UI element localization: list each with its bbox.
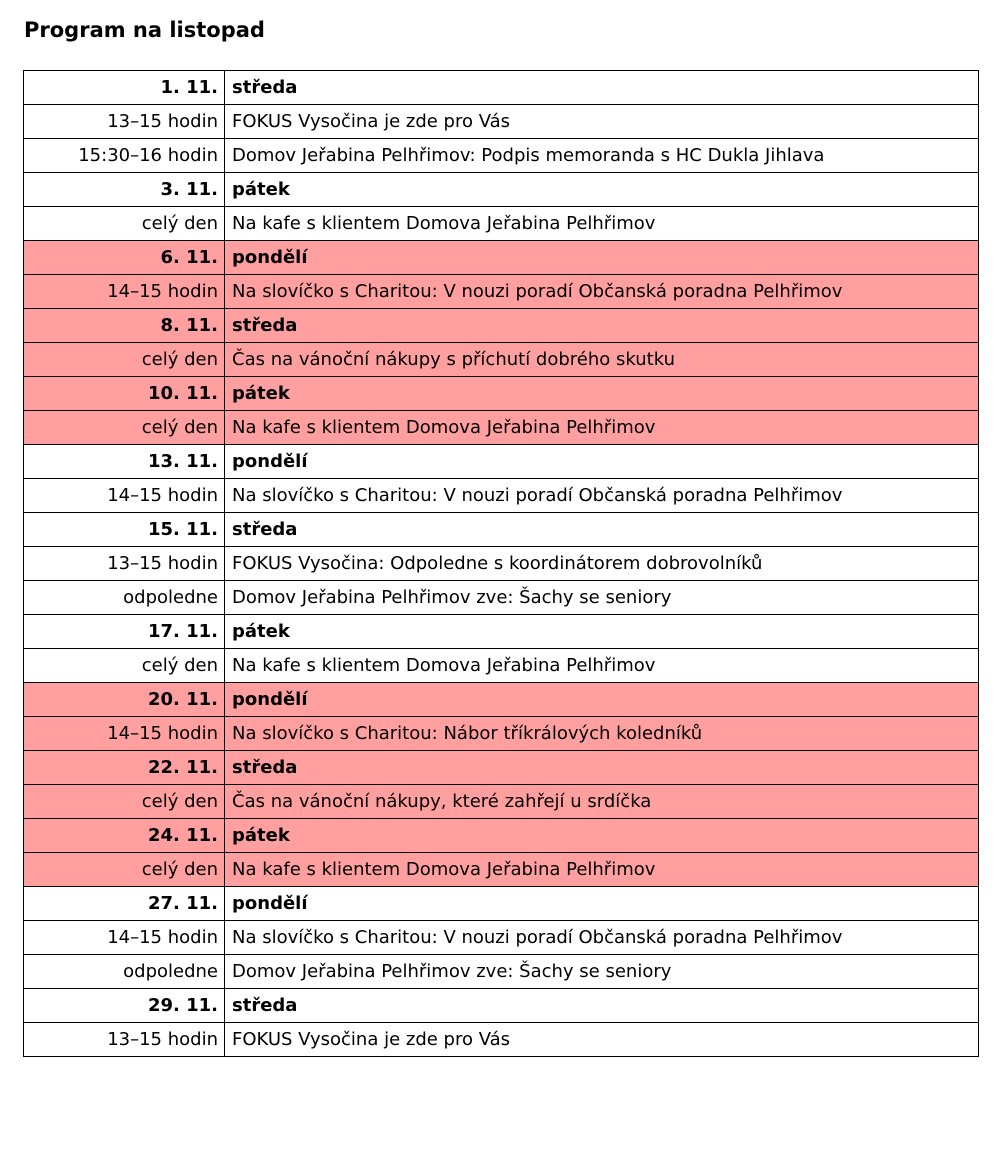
date-cell: 29. 11. <box>24 989 225 1023</box>
event-cell: Na kafe s klientem Domova Jeřabina Pelhřimov <box>225 411 979 445</box>
event-cell: FOKUS Vysočina: Odpoledne s koordinátorem dobrovolníků <box>225 547 979 581</box>
event-cell: Na slovíčko s Charitou: V nouzi poradí Občanská poradna Pelhřimov <box>225 479 979 513</box>
event-cell: Na kafe s klientem Domova Jeřabina Pelhřimov <box>225 853 979 887</box>
time-cell: 14–15 hodin <box>24 717 225 751</box>
event-cell: Domov Jeřabina Pelhřimov zve: Šachy se seniory <box>225 955 979 989</box>
time-cell: 13–15 hodin <box>24 1023 225 1057</box>
event-row <box>24 921 979 955</box>
event-row <box>24 479 979 513</box>
day-header-row <box>24 309 979 343</box>
event-cell: Na slovíčko s Charitou: V nouzi poradí Občanská poradna Pelhřimov <box>225 275 979 309</box>
day-header-row <box>24 241 979 275</box>
time-cell: celý den <box>24 785 225 819</box>
weekday-cell: pátek <box>225 819 979 853</box>
date-cell: 3. 11. <box>24 173 225 207</box>
event-row <box>24 1023 979 1057</box>
time-cell: 13–15 hodin <box>24 547 225 581</box>
day-header-row <box>24 615 979 649</box>
event-cell: Čas na vánoční nákupy, které zahřejí u srdíčka <box>225 785 979 819</box>
time-cell: 14–15 hodin <box>24 921 225 955</box>
day-header-row <box>24 445 979 479</box>
weekday-cell: pátek <box>225 377 979 411</box>
time-cell: odpoledne <box>24 955 225 989</box>
time-cell: celý den <box>24 411 225 445</box>
event-row <box>24 547 979 581</box>
weekday-cell: pátek <box>225 173 979 207</box>
day-header-row <box>24 683 979 717</box>
date-cell: 27. 11. <box>24 887 225 921</box>
event-cell: Čas na vánoční nákupy s příchutí dobrého skutku <box>225 343 979 377</box>
event-cell: Na slovíčko s Charitou: V nouzi poradí Občanská poradna Pelhřimov <box>225 921 979 955</box>
time-cell: celý den <box>24 649 225 683</box>
day-header-row <box>24 377 979 411</box>
event-cell: FOKUS Vysočina je zde pro Vás <box>225 105 979 139</box>
event-row <box>24 853 979 887</box>
date-cell: 10. 11. <box>24 377 225 411</box>
date-cell: 13. 11. <box>24 445 225 479</box>
weekday-cell: středa <box>225 989 979 1023</box>
date-cell: 20. 11. <box>24 683 225 717</box>
event-row <box>24 105 979 139</box>
time-cell: 14–15 hodin <box>24 479 225 513</box>
date-cell: 15. 11. <box>24 513 225 547</box>
weekday-cell: pondělí <box>225 241 979 275</box>
event-row <box>24 139 979 173</box>
date-cell: 17. 11. <box>24 615 225 649</box>
event-cell: Na kafe s klientem Domova Jeřabina Pelhřimov <box>225 649 979 683</box>
date-cell: 22. 11. <box>24 751 225 785</box>
day-header-row <box>24 989 979 1023</box>
time-cell: celý den <box>24 853 225 887</box>
event-cell: Na slovíčko s Charitou: Nábor tříkrálových koledníků <box>225 717 979 751</box>
event-cell: FOKUS Vysočina je zde pro Vás <box>225 1023 979 1057</box>
event-row <box>24 649 979 683</box>
event-row <box>24 275 979 309</box>
day-header-row <box>24 751 979 785</box>
event-row <box>24 411 979 445</box>
day-header-row <box>24 819 979 853</box>
weekday-cell: pátek <box>225 615 979 649</box>
program-table <box>23 70 979 1057</box>
weekday-cell: středa <box>225 513 979 547</box>
event-row <box>24 955 979 989</box>
event-cell: Na kafe s klientem Domova Jeřabina Pelhřimov <box>225 207 979 241</box>
weekday-cell: středa <box>225 71 979 105</box>
date-cell: 1. 11. <box>24 71 225 105</box>
event-cell: Domov Jeřabina Pelhřimov zve: Šachy se seniory <box>225 581 979 615</box>
weekday-cell: středa <box>225 309 979 343</box>
date-cell: 8. 11. <box>24 309 225 343</box>
event-row <box>24 207 979 241</box>
day-header-row <box>24 513 979 547</box>
time-cell: 14–15 hodin <box>24 275 225 309</box>
day-header-row <box>24 71 979 105</box>
time-cell: celý den <box>24 343 225 377</box>
day-header-row <box>24 887 979 921</box>
time-cell: odpoledne <box>24 581 225 615</box>
day-header-row <box>24 173 979 207</box>
weekday-cell: středa <box>225 751 979 785</box>
weekday-cell: pondělí <box>225 445 979 479</box>
weekday-cell: pondělí <box>225 683 979 717</box>
weekday-cell: pondělí <box>225 887 979 921</box>
date-cell: 24. 11. <box>24 819 225 853</box>
time-cell: 15:30–16 hodin <box>24 139 225 173</box>
event-row <box>24 343 979 377</box>
page-title: Program na listopad <box>24 18 265 42</box>
event-row <box>24 785 979 819</box>
event-cell: Domov Jeřabina Pelhřimov: Podpis memoranda s HC Dukla Jihlava <box>225 139 979 173</box>
date-cell: 6. 11. <box>24 241 225 275</box>
event-row <box>24 717 979 751</box>
event-row <box>24 581 979 615</box>
time-cell: celý den <box>24 207 225 241</box>
time-cell: 13–15 hodin <box>24 105 225 139</box>
program-table-body <box>24 71 979 1057</box>
